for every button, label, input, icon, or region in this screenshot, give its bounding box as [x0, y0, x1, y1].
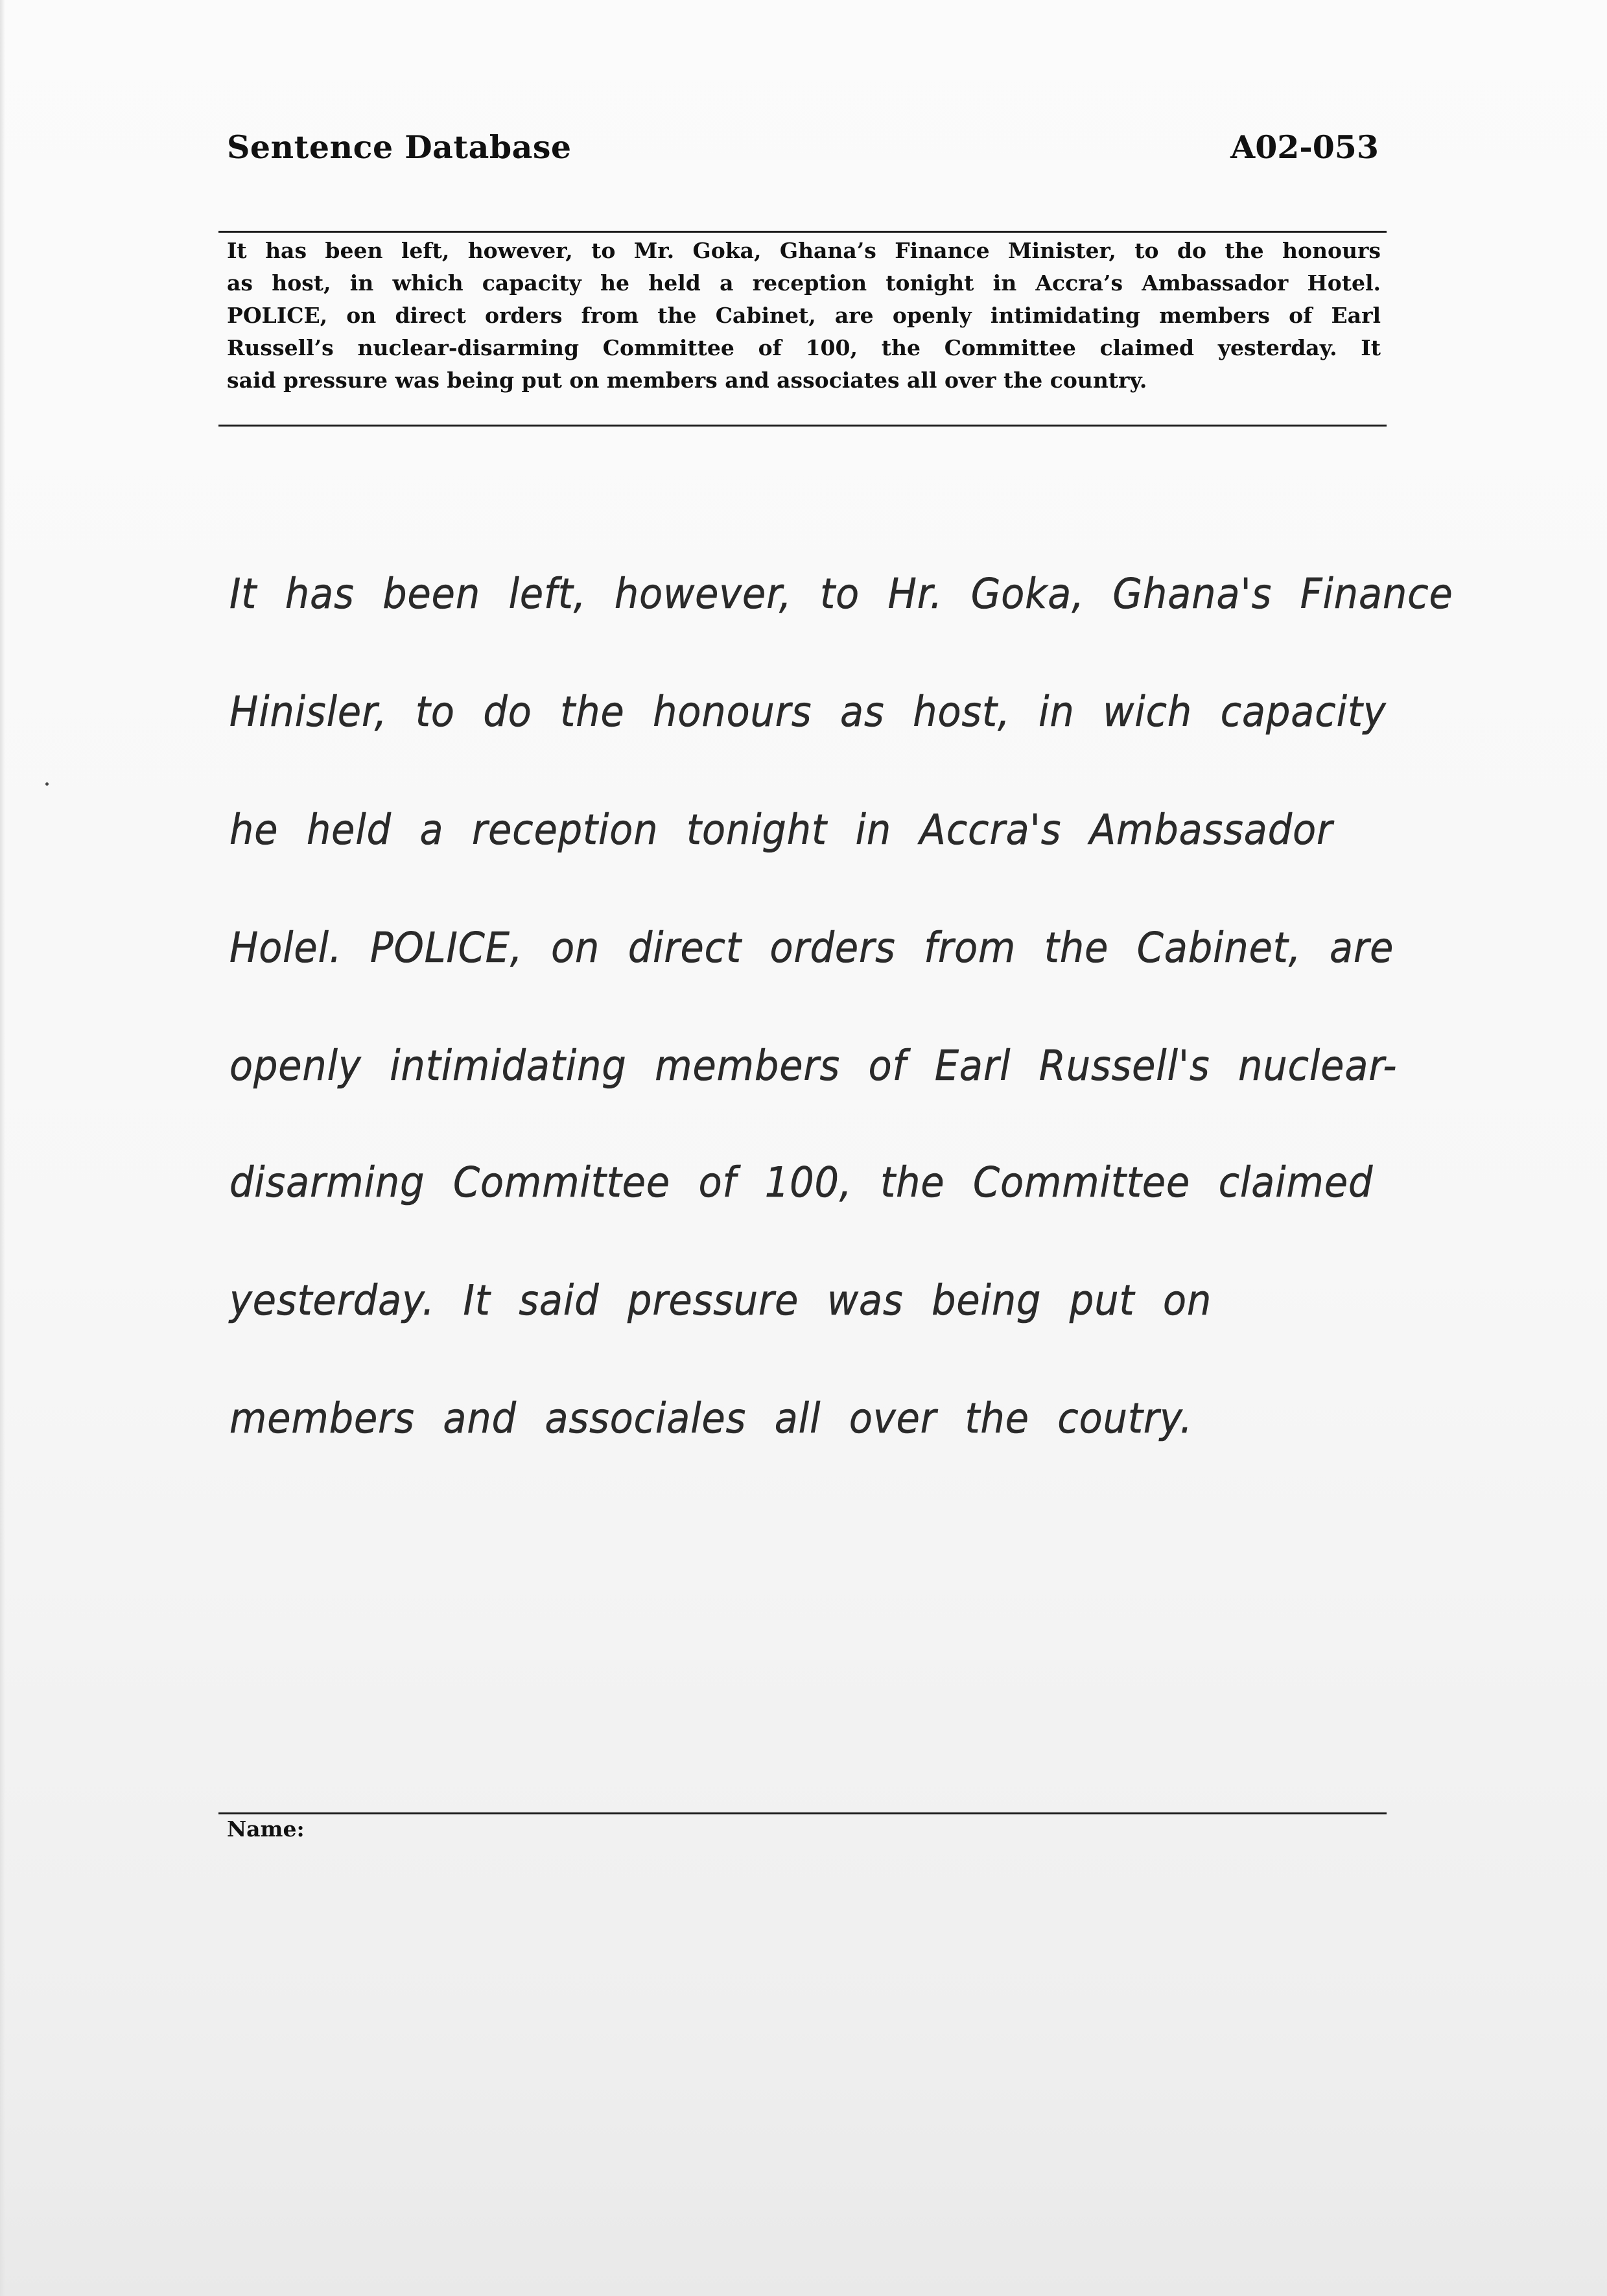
middle-rule: [218, 425, 1387, 427]
form-id: A02-053: [1230, 128, 1379, 166]
form-title: Sentence Database: [227, 128, 572, 166]
handwritten-line: Hinisler, to do the honours as host, in wich capacity: [229, 688, 1387, 736]
handwritten-line: Holel. POLICE, on direct orders from the Cabinet, are: [229, 924, 1394, 972]
handwritten-line: members and associales all over the coutry.: [229, 1395, 1193, 1443]
handwritten-line: yesterday. It said pressure was being put on: [229, 1277, 1212, 1325]
scan-speck: [45, 782, 49, 786]
handwritten-line: openly intimidating members of Earl Russell's nuclear-: [229, 1042, 1398, 1090]
printed-line: Russell’s nuclear-disarming Committee of 100, the Committee claimed yesterday. It: [227, 335, 1381, 360]
handwritten-line: he held a reception tonight in Accra's Ambassador: [229, 806, 1333, 854]
name-label: Name:: [227, 1816, 305, 1842]
printed-line: as host, in which capacity he held a reception tonight in Accra’s Ambassador Hotel.: [227, 270, 1381, 296]
handwritten-line: It has been left, however, to Hr. Goka, Ghana's Finance: [229, 570, 1453, 618]
top-rule: [218, 231, 1387, 233]
printed-line: POLICE, on direct orders from the Cabinet, are openly intimidating members of Earl: [227, 303, 1381, 328]
printed-line: said pressure was being put on members and associates all over the country.: [227, 368, 1147, 393]
printed-passage: [227, 235, 1381, 397]
printed-line: It has been left, however, to Mr. Goka, Ghana’s Finance Minister, to do the honours: [227, 238, 1381, 263]
page-edge-shadow: [0, 0, 5, 2296]
signature-rule: [218, 1812, 1387, 1814]
handwritten-line: disarming Committee of 100, the Committee claimed: [229, 1159, 1374, 1207]
